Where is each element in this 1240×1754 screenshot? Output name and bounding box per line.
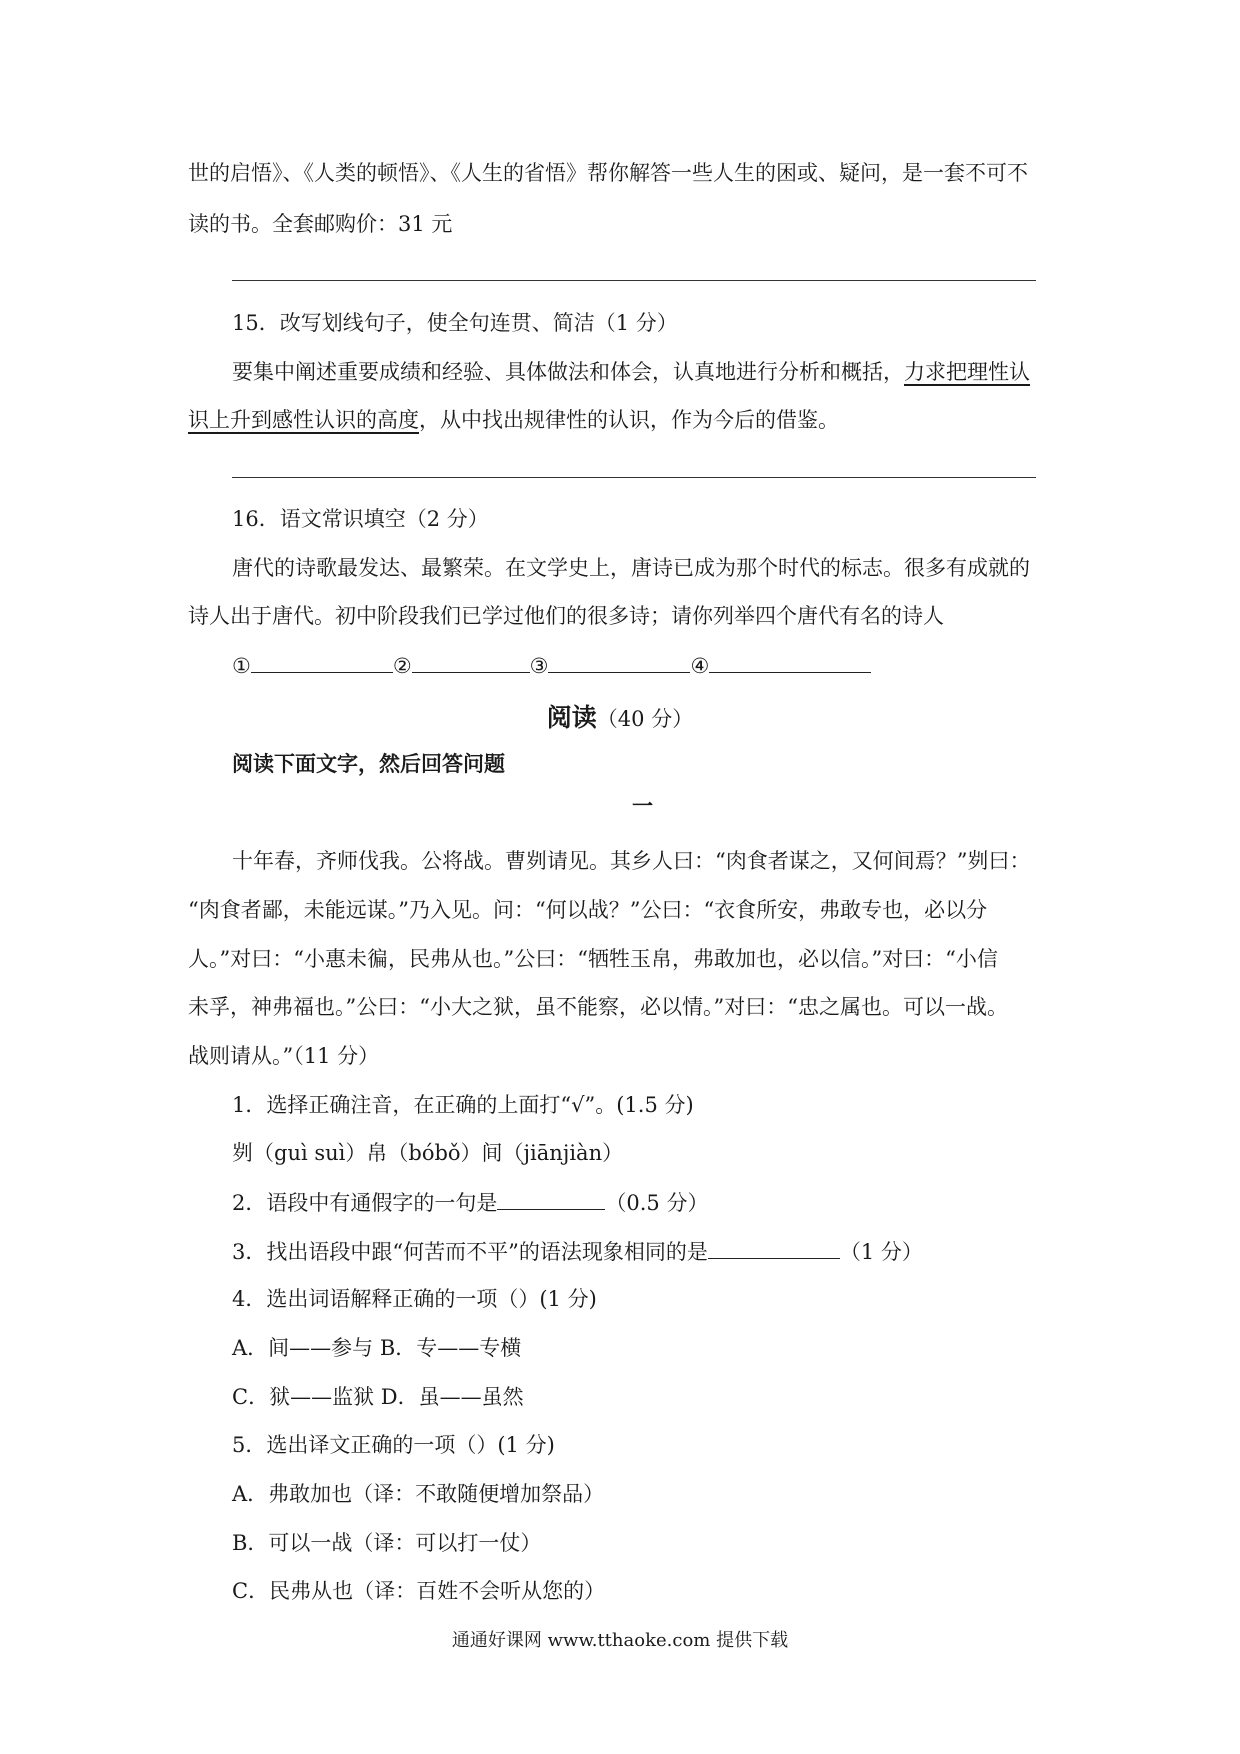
question-3-points: （1 分） bbox=[839, 1240, 923, 1264]
passage-line-5: 战则请从。”（11 分） bbox=[188, 1044, 380, 1068]
question-4-options-cd: C．狱——监狱 D．虽——虽然 bbox=[232, 1385, 524, 1409]
q15-underlined-1: 力求把理性认 bbox=[904, 360, 1030, 384]
question-1: 1．选择正确注音，在正确的上面打“√”。(1.5 分) bbox=[232, 1093, 694, 1117]
question-2 bbox=[232, 1187, 708, 1218]
reading-points: （40 分） bbox=[596, 707, 694, 731]
answer-line-14 bbox=[232, 280, 1036, 281]
intro-line-2: 读的书。全套邮购价：31 元 bbox=[188, 212, 453, 236]
q16-title: 16．语文常识填空（2 分） bbox=[232, 507, 489, 531]
reading-title: 阅读 bbox=[546, 703, 597, 732]
question-2-text: 2．语段中有通假字的一句是 bbox=[232, 1191, 498, 1215]
question-5-option-b: B．可以一战（译：可以打一仗） bbox=[232, 1531, 542, 1555]
q15-title: 15．改写划线句子，使全句连贯、简洁（1 分） bbox=[232, 311, 678, 335]
blank-4-marker: ④ bbox=[690, 654, 710, 678]
question-1-pinyin: 刿（guì suì）帛（bóbǒ）间（jiānjiàn） bbox=[232, 1141, 624, 1165]
question-3-text: 3．找出语段中跟“何苦而不平”的语法现象相同的是 bbox=[232, 1240, 708, 1264]
reading-section-title bbox=[0, 698, 1240, 734]
passage-line-4: 未孚，神弗福也。”公曰：“小大之狱，虽不能察，必以情。”对曰：“忠之属也。可以一战。 bbox=[188, 995, 1008, 1019]
section-number: 一 bbox=[632, 793, 653, 818]
passage-line-2: “肉食者鄙，未能远谋。”乃入见。问：“何以战？”公曰：“衣食所安，弗敢专也，必以分 bbox=[188, 898, 988, 922]
question-2-blank[interactable] bbox=[497, 1187, 605, 1210]
blank-4[interactable] bbox=[709, 650, 871, 673]
q16-line-2: 诗人出于唐代。初中阶段我们已学过他们的很多诗；请你列举四个唐代有名的诗人 bbox=[188, 604, 944, 628]
question-4: 4．选出词语解释正确的一项（）(1 分) bbox=[232, 1287, 597, 1311]
blank-3[interactable] bbox=[548, 650, 690, 673]
q16-line-1: 唐代的诗歌最发达、最繁荣。在文学史上，唐诗已成为那个时代的标志。很多有成就的 bbox=[232, 556, 1030, 580]
q15-line-1-plain: 要集中阐述重要成绩和经验、具体做法和体会，认真地进行分析和概括， bbox=[232, 360, 904, 384]
reading-instruction: 阅读下面文字，然后回答问题 bbox=[232, 751, 505, 776]
intro-line-1: 世的启悟》、《人类的顿悟》、《人生的省悟》帮你解答一些人生的困或、疑问，是一套不可不 bbox=[188, 161, 1028, 185]
question-2-points: （0.5 分） bbox=[605, 1191, 709, 1215]
blank-1[interactable] bbox=[251, 650, 393, 673]
blank-2[interactable] bbox=[412, 650, 530, 673]
question-4-options-ab: A．间——参与 B．专——专横 bbox=[232, 1336, 522, 1360]
blank-3-marker: ③ bbox=[529, 654, 549, 678]
blank-1-marker: ① bbox=[232, 654, 251, 678]
blank-2-marker: ② bbox=[392, 654, 412, 678]
footer-text: 通通好课网 www.tthaoke.com 提供下载 bbox=[451, 1630, 789, 1651]
question-3 bbox=[232, 1236, 923, 1267]
question-3-blank[interactable] bbox=[708, 1236, 840, 1259]
question-5: 5．选出译文正确的一项（）(1 分) bbox=[232, 1433, 555, 1457]
q16-blanks bbox=[232, 650, 871, 681]
q15-line-2-plain: ，从中找出规律性的认识，作为今后的借鉴。 bbox=[419, 408, 839, 432]
passage-line-3: 人。”对曰：“小惠未徧，民弗从也。”公曰：“牺牲玉帛，弗敢加也，必以信。”对曰：“小信 bbox=[188, 947, 998, 971]
q15-line-1 bbox=[232, 357, 1030, 387]
question-5-option-c: C．民弗从也（译：百姓不会听从您的） bbox=[232, 1579, 606, 1603]
q15-underlined-2: 识上升到感性认识的高度 bbox=[188, 408, 419, 432]
passage-line-1: 十年春，齐师伐我。公将战。曹刿请见。其乡人曰：“肉食者谋之，又何间焉？”刿曰： bbox=[232, 849, 1031, 873]
answer-line-15 bbox=[232, 477, 1036, 478]
question-5-option-a: A．弗敢加也（译：不敢随便增加祭品） bbox=[232, 1482, 605, 1506]
q15-line-2 bbox=[188, 405, 839, 435]
